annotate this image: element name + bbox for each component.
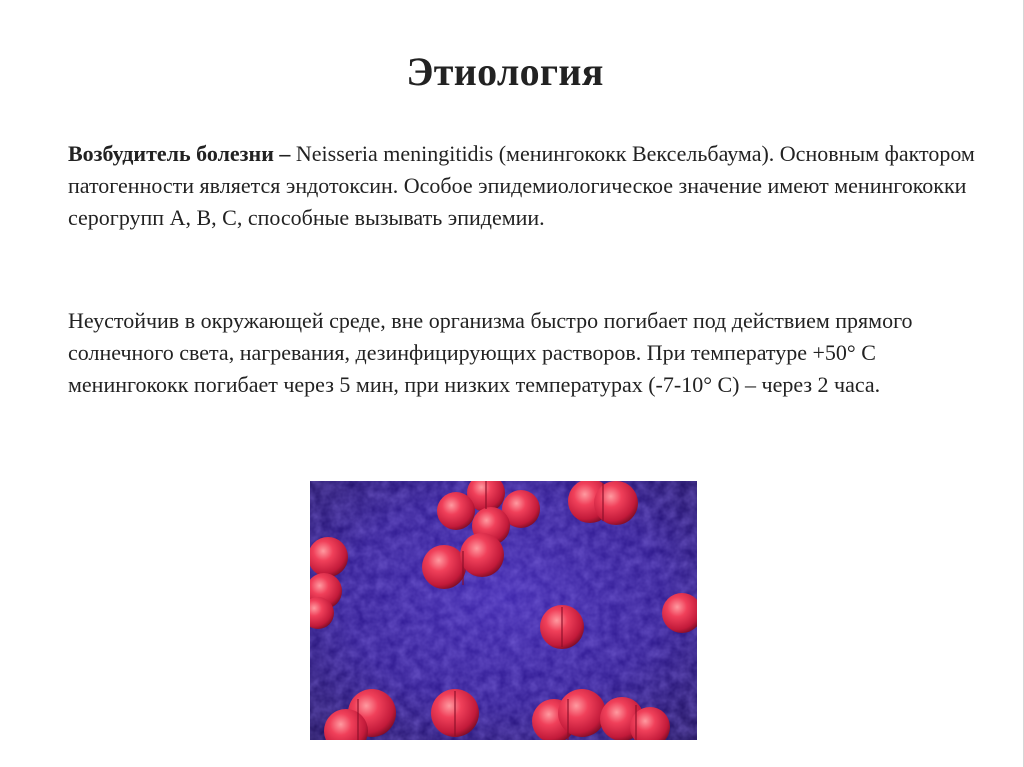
slide-title: Этиология: [406, 49, 604, 94]
micrograph-svg: [310, 481, 697, 740]
paragraph-lead: Возбудитель болезни –: [68, 141, 291, 166]
paragraph-resistance: Неустойчив в окружающей среде, вне организма быстро погибает под действием прямого солнечного света, нагревания, дезинфицирующих растворов. При температуре +50° С менингококк погибает через 5 мин, при низких температурах (-7-10° С) – через 2 часа.: [68, 308, 913, 397]
micrograph-image: [310, 481, 697, 740]
paragraph-text: Neisseria meningitidis (менингококк Вексельбаума). Основным фактором патогенности является эндотоксин. Особое эпидемиологическое значение имеют менингококки серогрупп A, B, C, способные вызывать эпидемии.: [68, 141, 975, 230]
paragraph-etiology: [68, 138, 988, 234]
